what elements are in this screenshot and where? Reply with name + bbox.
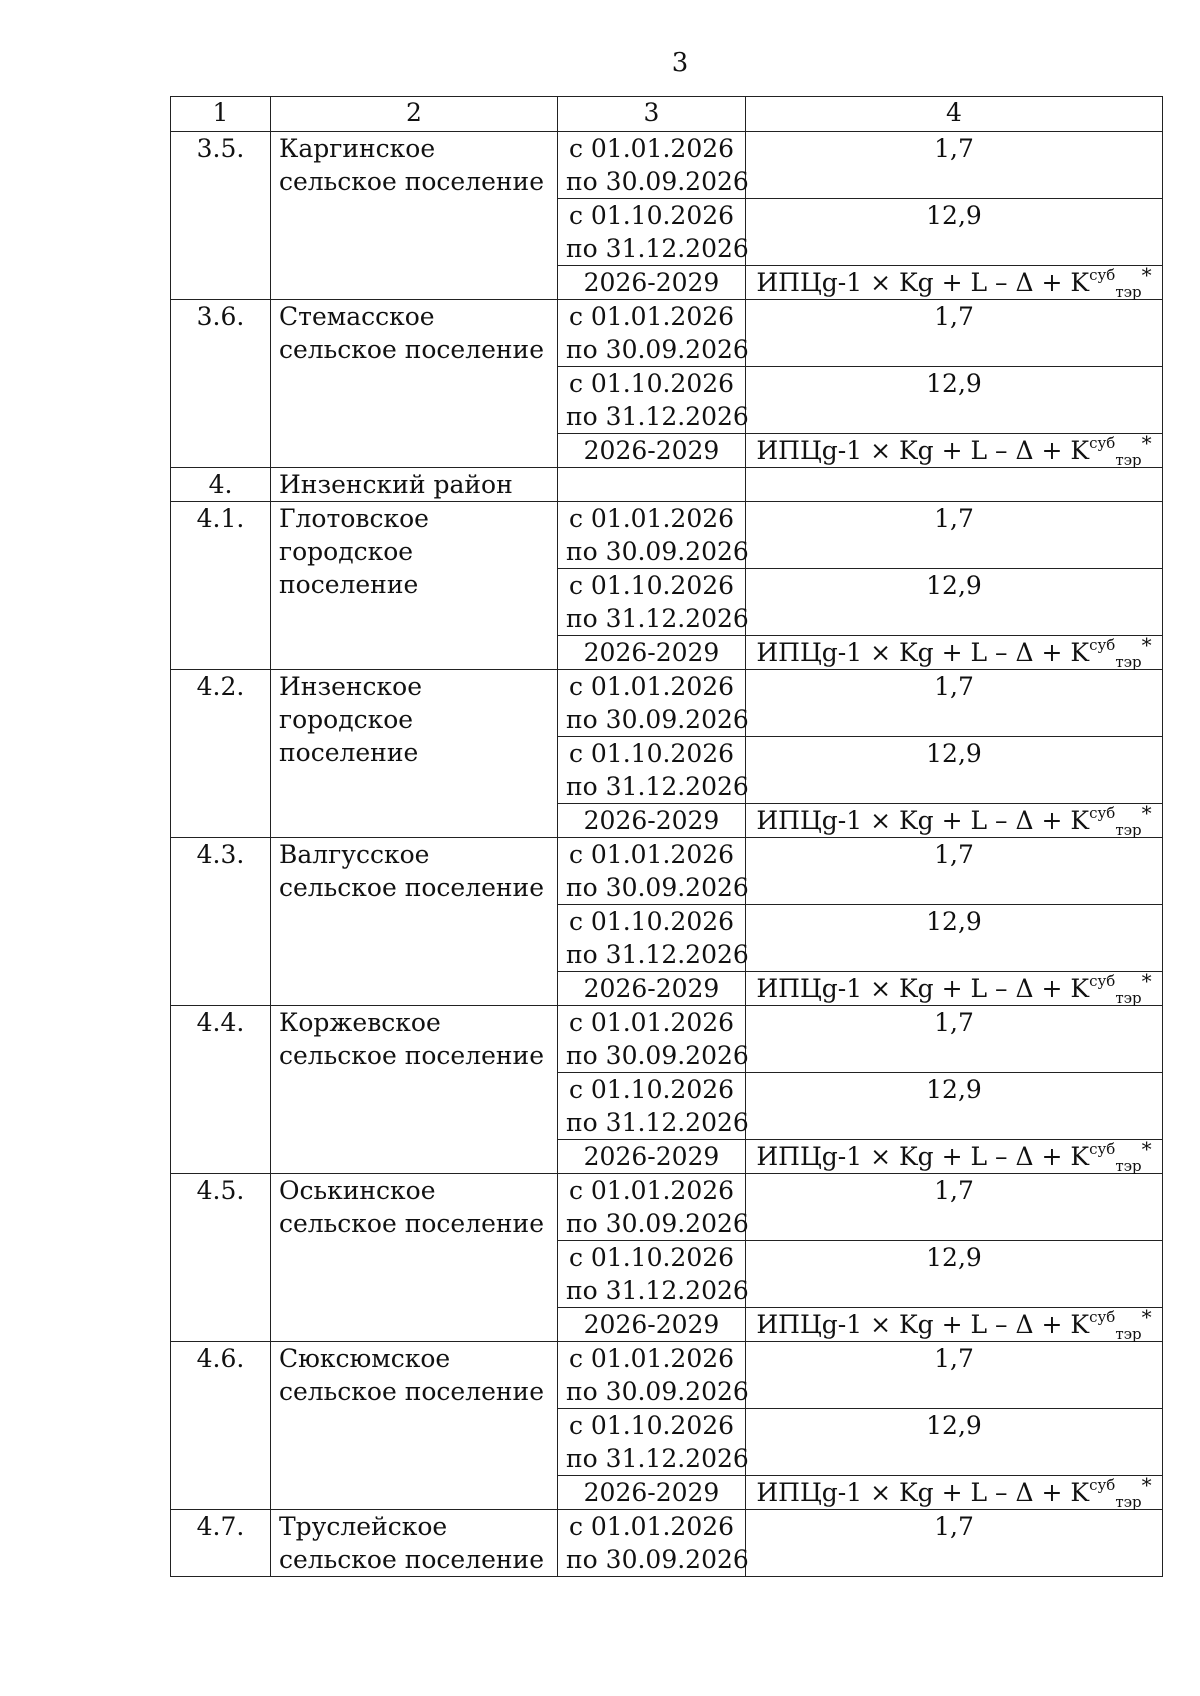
- period-end: по 31.12.2026: [566, 604, 749, 633]
- period-end: по 30.09.2026: [566, 705, 749, 734]
- row-number: 4.4.: [171, 1006, 271, 1174]
- value-cell: 1,7: [746, 670, 1163, 737]
- formula-cell: [746, 969, 1163, 1007]
- formula-cell: [746, 633, 1163, 671]
- row-number: 4.7.: [171, 1510, 271, 1577]
- period-end: по 31.12.2026: [566, 234, 749, 263]
- period-cell: 2026-2029: [558, 1140, 746, 1174]
- formula-main: ИПЦg-1 × Kg + L – Δ + K: [756, 436, 1090, 465]
- district-name: Инзенский район: [271, 468, 558, 502]
- period-start: с 01.01.2026: [568, 302, 735, 331]
- formula-superscript: суб: [1089, 972, 1116, 990]
- period-start: с 01.10.2026: [568, 369, 735, 398]
- row-number: 3.6.: [171, 300, 271, 468]
- formula-superscript: суб: [1089, 804, 1116, 822]
- value-cell: 12,9: [746, 199, 1163, 266]
- table-row: [171, 132, 1163, 199]
- value-cell: 1,7: [746, 1510, 1163, 1577]
- formula-asterisk: *: [1141, 263, 1152, 287]
- period-cell: [558, 1174, 749, 1241]
- formula-main: ИПЦg-1 × Kg + L – Δ + K: [756, 1310, 1090, 1339]
- formula-subscript: тэр: [1115, 653, 1142, 671]
- period-end: по 31.12.2026: [566, 940, 749, 969]
- value-cell: 12,9: [746, 905, 1163, 972]
- formula-main: ИПЦg-1 × Kg + L – Δ + K: [756, 1478, 1090, 1507]
- formula-asterisk: *: [1141, 1473, 1152, 1497]
- formula-asterisk: *: [1141, 431, 1152, 455]
- period-cell: [558, 569, 749, 636]
- header-col-4: 4: [746, 97, 1163, 132]
- value-cell: 12,9: [746, 1241, 1163, 1308]
- empty-cell: [558, 468, 746, 502]
- value-cell: 1,7: [746, 1342, 1163, 1409]
- page-number: 3: [671, 48, 689, 78]
- row-number: 4.1.: [171, 502, 271, 670]
- period-cell: [558, 502, 749, 569]
- value-cell: 12,9: [746, 367, 1163, 434]
- value-cell: 1,7: [746, 1006, 1163, 1073]
- period-cell: 2026-2029: [558, 804, 746, 838]
- table-row: [171, 838, 1163, 905]
- period-start: с 01.01.2026: [568, 1344, 735, 1373]
- formula-superscript: суб: [1089, 434, 1116, 452]
- formula-main: ИПЦg-1 × Kg + L – Δ + K: [756, 1142, 1090, 1171]
- formula-superscript: суб: [1089, 1140, 1116, 1158]
- formula-cell: [746, 801, 1163, 839]
- period-start: с 01.10.2026: [568, 1075, 735, 1104]
- row-number: 4.6.: [171, 1342, 271, 1510]
- formula-cell: [746, 1137, 1163, 1175]
- period-start: с 01.01.2026: [568, 672, 735, 701]
- settlement-name: Валгусское сельское поселение: [271, 838, 558, 1006]
- formula-cell: [746, 431, 1163, 469]
- formula-subscript: тэр: [1115, 1325, 1142, 1343]
- settlement-name: Коржевское сельское поселение: [271, 1006, 558, 1174]
- period-cell: [558, 1342, 749, 1409]
- period-cell: [558, 1409, 749, 1476]
- period-end: по 31.12.2026: [566, 772, 749, 801]
- formula-superscript: суб: [1089, 266, 1116, 284]
- settlement-name: Каргинское сельское поселение: [271, 132, 558, 300]
- period-end: по 30.09.2026: [566, 1041, 749, 1070]
- formula-asterisk: *: [1141, 969, 1152, 993]
- header-col-2: 2: [271, 97, 558, 132]
- row-number: 4.5.: [171, 1174, 271, 1342]
- formula-asterisk: *: [1141, 1137, 1152, 1161]
- settlement-name: Оськинское сельское поселение: [271, 1174, 558, 1342]
- period-end: по 30.09.2026: [566, 1209, 749, 1238]
- period-end: по 31.12.2026: [566, 1444, 749, 1473]
- formula-main: ИПЦg-1 × Kg + L – Δ + K: [756, 974, 1090, 1003]
- settlement-name: Стемасское сельское поселение: [271, 300, 558, 468]
- period-cell: [558, 1073, 749, 1140]
- period-end: по 31.12.2026: [566, 402, 749, 431]
- value-cell: 12,9: [746, 737, 1163, 804]
- table-row: [171, 670, 1163, 737]
- empty-cell: [746, 468, 1163, 502]
- table-row: [171, 1342, 1163, 1409]
- row-number: 3.5.: [171, 132, 271, 300]
- formula-subscript: тэр: [1115, 283, 1142, 301]
- period-start: с 01.10.2026: [568, 739, 735, 768]
- row-number: 4.2.: [171, 670, 271, 838]
- period-cell: 2026-2029: [558, 972, 746, 1006]
- period-start: с 01.10.2026: [568, 571, 735, 600]
- table-row: [171, 1174, 1163, 1241]
- period-cell: [558, 670, 749, 737]
- settlement-name: Труслейское сельское поселение: [271, 1510, 558, 1577]
- formula-asterisk: *: [1141, 1305, 1152, 1329]
- period-cell: [558, 1006, 749, 1073]
- tariff-table: [170, 96, 1163, 1577]
- period-end: по 31.12.2026: [566, 1108, 749, 1137]
- period-start: с 01.01.2026: [568, 504, 735, 533]
- period-start: с 01.10.2026: [568, 1411, 735, 1440]
- period-cell: [558, 300, 749, 367]
- row-number: 4.3.: [171, 838, 271, 1006]
- formula-subscript: тэр: [1115, 1157, 1142, 1175]
- period-cell: [558, 199, 749, 266]
- period-end: по 30.09.2026: [566, 335, 749, 364]
- period-start: с 01.01.2026: [568, 840, 735, 869]
- value-cell: 1,7: [746, 1174, 1163, 1241]
- period-cell: [558, 838, 749, 905]
- value-cell: 1,7: [746, 838, 1163, 905]
- period-end: по 30.09.2026: [566, 167, 749, 196]
- table-row: [171, 300, 1163, 367]
- period-start: с 01.10.2026: [568, 201, 735, 230]
- period-end: по 30.09.2026: [566, 1377, 749, 1406]
- period-start: с 01.10.2026: [568, 907, 735, 936]
- settlement-name: Сюксюмское сельское поселение: [271, 1342, 558, 1510]
- formula-main: ИПЦg-1 × Kg + L – Δ + K: [756, 806, 1090, 835]
- header-col-1: 1: [171, 97, 271, 132]
- formula-superscript: суб: [1089, 636, 1116, 654]
- period-end: по 31.12.2026: [566, 1276, 749, 1305]
- period-end: по 30.09.2026: [566, 537, 749, 566]
- formula-cell: [746, 1473, 1163, 1511]
- period-start: с 01.01.2026: [568, 1512, 735, 1541]
- header-col-3: 3: [558, 97, 746, 132]
- value-cell: 1,7: [746, 300, 1163, 367]
- settlement-name: Глотовское городское поселение: [271, 502, 558, 670]
- period-start: с 01.01.2026: [568, 134, 735, 163]
- period-start: с 01.01.2026: [568, 1176, 735, 1205]
- value-cell: 1,7: [746, 502, 1163, 569]
- period-cell: [558, 1241, 749, 1308]
- period-start: с 01.01.2026: [568, 1008, 735, 1037]
- value-cell: 1,7: [746, 132, 1163, 199]
- settlement-name: Инзенское городское поселение: [271, 670, 558, 838]
- period-cell: [558, 1510, 749, 1577]
- period-cell: 2026-2029: [558, 434, 746, 468]
- value-cell: 12,9: [746, 569, 1163, 636]
- period-end: по 30.09.2026: [566, 873, 749, 902]
- period-cell: [558, 132, 749, 199]
- formula-asterisk: *: [1141, 801, 1152, 825]
- value-cell: 12,9: [746, 1409, 1163, 1476]
- formula-main: ИПЦg-1 × Kg + L – Δ + K: [756, 638, 1090, 667]
- period-end: по 30.09.2026: [566, 1545, 749, 1574]
- formula-cell: [746, 1305, 1163, 1343]
- period-cell: [558, 367, 749, 434]
- period-start: с 01.10.2026: [568, 1243, 735, 1272]
- formula-cell: [746, 263, 1163, 301]
- formula-main: ИПЦg-1 × Kg + L – Δ + K: [756, 268, 1090, 297]
- table-header-row: [171, 97, 1163, 132]
- period-cell: [558, 737, 749, 804]
- formula-superscript: суб: [1089, 1476, 1116, 1494]
- formula-subscript: тэр: [1115, 1493, 1142, 1511]
- period-cell: 2026-2029: [558, 636, 746, 670]
- formula-superscript: суб: [1089, 1308, 1116, 1326]
- table-row: [171, 1510, 1163, 1577]
- period-cell: 2026-2029: [558, 1308, 746, 1342]
- formula-subscript: тэр: [1115, 989, 1142, 1007]
- row-number: 4.: [171, 468, 271, 502]
- table-row: [171, 502, 1163, 569]
- value-cell: 12,9: [746, 1073, 1163, 1140]
- period-cell: 2026-2029: [558, 1476, 746, 1510]
- district-row: [171, 468, 1163, 502]
- formula-asterisk: *: [1141, 633, 1152, 657]
- formula-subscript: тэр: [1115, 821, 1142, 839]
- formula-subscript: тэр: [1115, 451, 1142, 469]
- period-cell: [558, 905, 749, 972]
- table-row: [171, 1006, 1163, 1073]
- period-cell: 2026-2029: [558, 266, 746, 300]
